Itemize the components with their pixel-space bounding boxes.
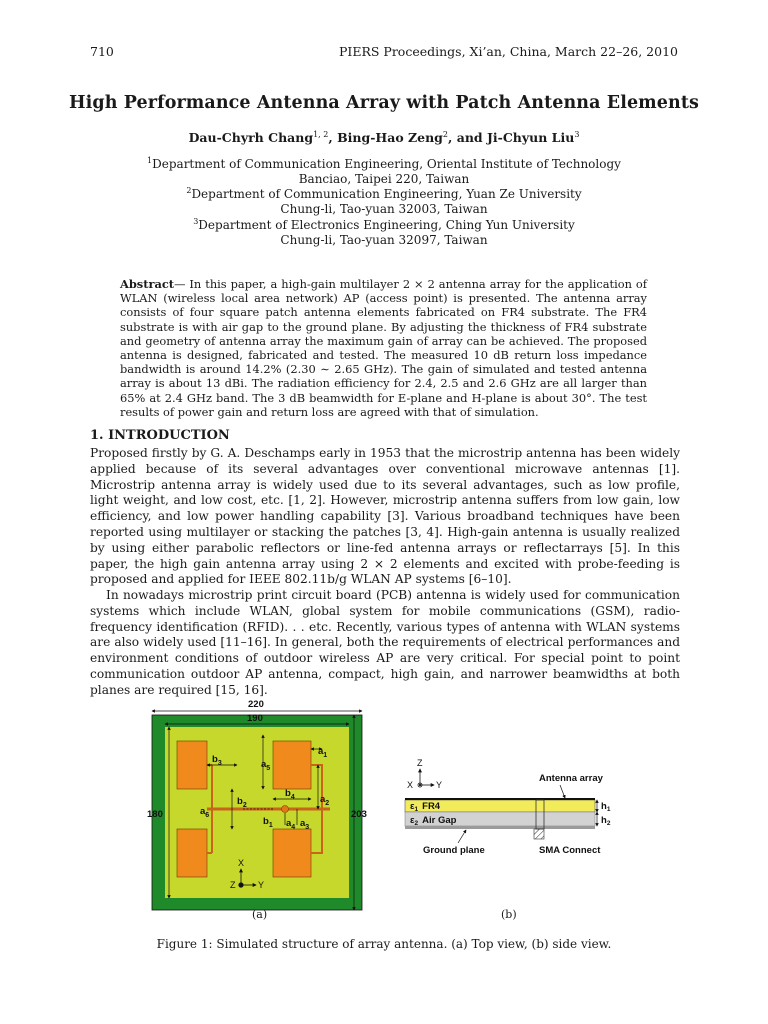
side-view-diagram	[395, 705, 625, 895]
author-separator: , and	[448, 130, 487, 146]
label-sub: 2	[606, 820, 611, 827]
affil-line: Department of Communication Engineering, Yuan Ze University	[191, 187, 582, 201]
running-header: PIERS Proceedings, Xi’an, China, March 22–26, 2010	[339, 44, 678, 59]
patch-element-tl	[177, 741, 207, 789]
label-sub: 2	[242, 802, 247, 809]
paper-title: High Performance Antenna Array with Patch Antenna Elements	[69, 93, 699, 113]
patch-element-br	[273, 829, 311, 877]
affil-line: Banciao, Taipei 220, Taiwan	[298, 172, 470, 186]
section-heading: 1. INTRODUCTION	[90, 428, 230, 443]
author-name: Dau-Chyrh Chang	[188, 130, 314, 146]
intro-paragraph-2: In nowadays microstrip print circuit board (PCB) antenna is widely used for communication systems which include WLAN, global system for mobile communications (GSM), radio-frequency identification (RFID). . . etc. Recently, various types of antenna with WLAN systems are also widely used [11–16]. In general, both the requirements of electrical performances and environment conditions of outdoor wireless AP are very critical. For special point to point communication outdoor AP antenna, compact, high gain, and narrower beamwidths at both planes are required [15, 16].	[90, 588, 680, 697]
label-sub: 6	[205, 812, 210, 819]
abstract-label: Abstract	[120, 277, 175, 291]
author-affil-mark: 3	[574, 130, 580, 139]
antenna-array-label: Antenna array	[539, 773, 603, 784]
intro-paragraph-1: Proposed firstly by G. A. Deschamps early in 1953 that the microstrip antenna has been widely applied because of its several advantages over conventional microwave antennas [1]. Microstrip antenna array is widely used due to its several advantages, such as low profile, light weight, and low cost, etc. [1, 2]. However, microstrip antenna suffers from low gain, low efficiency, and low power handling capability [3]. Various broadband techniques have been reported using multilayer or stacking the patches [3, 4]. High-gain antenna is usually realized by using either parabolic reflectors or line-fed antenna arrays or reflectarrays [5]. In this paper, the high gain antenna array using 2 × 2 elements and excited with probe-feeding is proposed and applied for IEEE 802.11b/g WLAN AP systems [6–10].	[90, 446, 680, 587]
author-list	[0, 130, 768, 145]
axis-z-label: Z	[417, 758, 423, 768]
patch-strip	[405, 798, 595, 800]
abstract-text: — In this paper, a high-gain multilayer 2 × 2 antenna array for the application of WLAN (wireless local area network) AP (access point) is presented. The antenna array consists of four square patch antenna elements fabricated on FR4 substrate. The FR4 substrate is with air gap to the ground plane. By adjusting the thickness of FR4 substrate and geometry of antenna array the maximum gain of array can be achieved. The proposed antenna is designed, fabricated and tested. The measured 10 dB return loss impedance bandwidth is around 14.2% (2.30 ∼ 2.65 GHz). The gain of simulated and tested antenna array is about 13 dBi. The radiation efficiency for 2.4, 2.5 and 2.6 GHz are all larger than 65% at 2.4 GHz band. The 3 dB beamwidth for E-plane and H-plane is about 30°. The test results of power gain and return loss are agreed with that of simulation.	[120, 277, 647, 419]
ground-plane-layer	[405, 826, 595, 829]
affil-mark: 3	[193, 217, 199, 226]
dim-outer-width: 220	[248, 699, 264, 710]
label-var: ε	[410, 815, 415, 826]
ground-plane-label: Ground plane	[423, 845, 485, 856]
label-sub: 5	[266, 765, 271, 772]
author-name: Bing-Hao Zeng	[337, 130, 443, 146]
axis-y-label: Y	[258, 880, 265, 890]
label-sub: 3	[217, 760, 222, 767]
dim-inner-width: 190	[247, 713, 263, 724]
label-sub: 2	[414, 820, 419, 827]
label-sub: 2	[325, 800, 330, 807]
author-affil-mark: 1, 2	[313, 130, 329, 139]
label-var: a	[261, 759, 267, 770]
affil-mark: 2	[186, 186, 192, 195]
dim-outer-height: 203	[351, 809, 367, 820]
figure-1	[0, 695, 768, 955]
label-sub: 3	[305, 824, 310, 831]
affil-mark: 1	[147, 156, 153, 165]
label-var: a	[318, 746, 324, 757]
affil-line: Department of Communication Engineering, Oriental Institute of Technology	[152, 157, 621, 171]
axis-z-label: Z	[230, 880, 236, 890]
label-var: b	[212, 754, 218, 765]
sma-connect-label: SMA Connect	[539, 845, 601, 856]
axis-x-label: X	[238, 858, 245, 868]
label-var: b	[285, 788, 291, 799]
label-layer: FR4	[422, 801, 441, 812]
affiliation-1	[0, 153, 768, 187]
label-var: ε	[410, 801, 415, 812]
figure-caption: Figure 1: Simulated structure of array antenna. (a) Top view, (b) side view.	[156, 937, 612, 951]
dim-inner-height: 180	[147, 809, 163, 820]
axis-y-label: Y	[436, 780, 443, 790]
feed-point	[282, 806, 289, 813]
label-sub: 1	[268, 822, 273, 829]
affil-line: Department of Electronics Engineering, Ching Yun University	[198, 218, 575, 232]
author-separator: ,	[328, 130, 338, 146]
patch-element-tr	[273, 741, 311, 789]
top-view-diagram	[147, 699, 367, 910]
subcaption-b: (b)	[501, 908, 517, 921]
label-var: a	[300, 818, 306, 829]
label-layer: Air Gap	[422, 815, 457, 826]
label-sub: 1	[323, 752, 328, 759]
affil-line: Chung-li, Tao-yuan 32097, Taiwan	[280, 233, 488, 247]
abstract	[120, 277, 647, 419]
label-sub: 4	[291, 824, 296, 831]
affiliation-3	[0, 214, 768, 248]
axis-x-label: X	[407, 780, 414, 790]
author-name: Ji-Chyun Liu	[487, 130, 575, 146]
sma-connector	[534, 829, 544, 839]
page-number: 710	[90, 44, 114, 59]
affil-line: Chung-li, Tao-yuan 32003, Taiwan	[280, 202, 488, 216]
label-sub: 4	[290, 794, 295, 801]
label-sub: 1	[414, 806, 419, 813]
label-var: a	[200, 806, 206, 817]
affiliation-2	[0, 183, 768, 217]
label-var: a	[286, 818, 292, 829]
label-var: a	[320, 794, 326, 805]
label-var: h	[601, 801, 607, 812]
label-var: b	[263, 816, 269, 827]
patch-element-bl	[177, 829, 207, 877]
author-affil-mark: 2	[442, 130, 449, 139]
subcaption-a: (a)	[252, 908, 268, 921]
label-sub: 1	[606, 806, 611, 813]
label-var: b	[237, 796, 243, 807]
label-var: h	[601, 815, 607, 826]
